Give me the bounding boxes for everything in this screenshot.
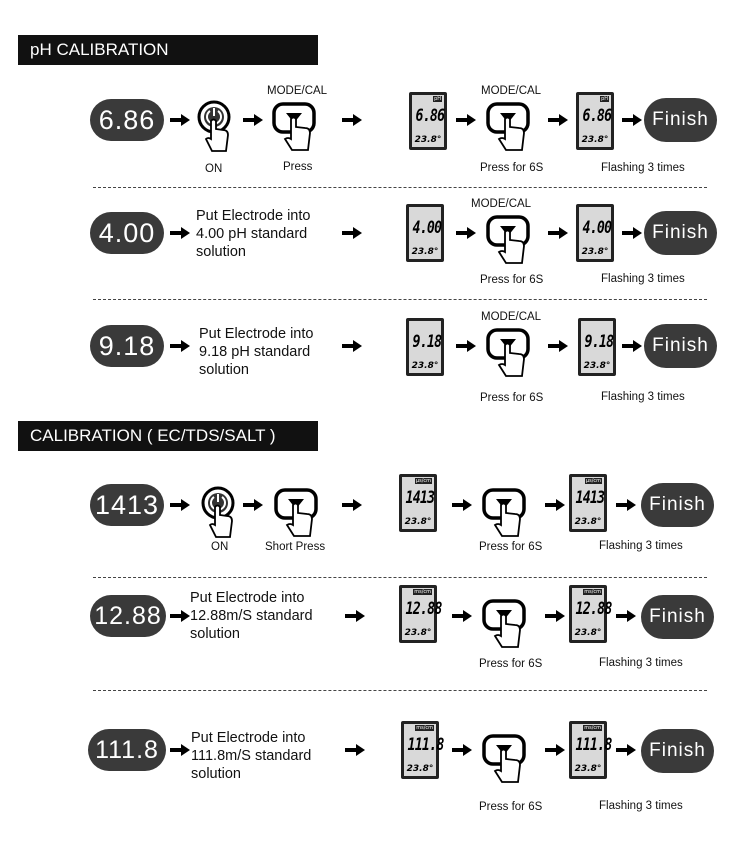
press-for-6s-label: Press for 6S: [479, 801, 543, 813]
instruction-line: 111.8m/S standard: [191, 748, 312, 764]
flow-arrow: [170, 227, 190, 239]
finish-badge: Finish: [641, 595, 714, 639]
lcd-value: 1413: [575, 488, 605, 508]
lcd-display: [569, 585, 612, 643]
lcd-unit: pH: [434, 96, 441, 102]
mode-cal-button-press-icon: [484, 327, 538, 382]
lcd-display: [399, 585, 442, 643]
ec-value-12-88: 12.88: [90, 595, 166, 637]
lcd-temp: 23.8°: [411, 247, 439, 257]
flow-arrow: [170, 340, 190, 352]
lcd-value: 9.18: [412, 332, 442, 352]
press-for-6s-label: Press for 6S: [480, 162, 544, 174]
instruction-line: 4.00 pH standard: [196, 226, 308, 242]
lcd-temp: 23.8°: [404, 628, 432, 638]
power-button-press-icon: [196, 99, 232, 160]
lcd-display: [576, 92, 614, 150]
flashing-label: Flashing 3 times: [599, 800, 683, 812]
flow-arrow: [545, 610, 565, 622]
lcd-value: 6.86: [582, 106, 612, 126]
instruction-line: solution: [190, 626, 240, 642]
lcd-unit: µs/cm: [415, 478, 431, 484]
lcd-temp: 23.8°: [406, 764, 434, 774]
row-divider: [93, 299, 707, 300]
flow-arrow: [548, 340, 568, 352]
ec-value-111-8: 111.8: [88, 729, 166, 771]
mode-cal-label: MODE/CAL: [481, 85, 542, 97]
lcd-value: 12.88: [405, 599, 442, 619]
flashing-label: Flashing 3 times: [599, 657, 683, 669]
flow-arrow: [548, 227, 568, 239]
lcd-unit: ms/cm: [414, 589, 431, 595]
lcd-display: [569, 474, 607, 532]
lcd-display: [406, 204, 444, 262]
mode-cal-button-press-icon: [270, 101, 324, 156]
lcd-temp: 23.8°: [574, 628, 602, 638]
power-button-press-icon: [200, 485, 236, 546]
on-label: ON: [205, 163, 223, 175]
instruction-line: Put Electrode into: [190, 590, 305, 606]
flashing-label: Flashing 3 times: [601, 391, 685, 403]
flashing-label: Flashing 3 times: [601, 162, 685, 174]
mode-cal-button-press-icon: [484, 214, 538, 269]
flow-arrow: [616, 744, 636, 756]
flow-arrow: [545, 499, 565, 511]
lcd-value: 4.00: [412, 218, 442, 238]
flow-arrow: [452, 744, 472, 756]
ph-value-9-18: 9.18: [90, 325, 164, 367]
instruction-line: solution: [196, 244, 246, 260]
ph-value-6-86: 6.86: [90, 99, 164, 141]
lcd-value: 4.00: [582, 218, 612, 238]
lcd-temp: 23.8°: [581, 247, 609, 257]
row-divider: [93, 690, 707, 691]
flow-arrow: [342, 340, 362, 352]
lcd-temp: 23.8°: [404, 517, 432, 527]
flow-arrow: [345, 744, 365, 756]
ec-value-1413: 1413: [90, 484, 164, 526]
lcd-unit: ms/cm: [584, 589, 601, 595]
instruction-text: [191, 729, 311, 783]
flow-arrow: [456, 227, 476, 239]
lcd-unit: pH: [601, 96, 608, 102]
lcd-display: [576, 204, 614, 262]
press-for-6s-label: Press for 6S: [479, 658, 543, 670]
lcd-temp: 23.8°: [581, 135, 609, 145]
row-divider: [93, 577, 707, 578]
flow-arrow: [456, 340, 476, 352]
press-for-6s-label: Press for 6S: [479, 541, 543, 553]
mode-cal-button-press-icon: [484, 101, 538, 156]
instruction-line: Put Electrode into: [196, 208, 311, 224]
lcd-display: [399, 474, 437, 532]
press-label: Press: [283, 161, 313, 173]
flow-arrow: [170, 744, 190, 756]
mode-cal-button-press-icon: [480, 733, 534, 788]
mode-cal-button-press-icon: [480, 598, 534, 653]
finish-badge: Finish: [641, 729, 714, 773]
row-divider: [93, 187, 707, 188]
instruction-line: solution: [199, 362, 249, 378]
lcd-temp: 23.8°: [414, 135, 442, 145]
mode-cal-label: MODE/CAL: [481, 311, 542, 323]
lcd-value: 111.8: [575, 735, 612, 755]
lcd-value: 9.18: [584, 332, 614, 352]
lcd-temp: 23.8°: [583, 361, 611, 371]
lcd-display: [406, 318, 444, 376]
lcd-display: [569, 721, 612, 779]
flow-arrow: [456, 114, 476, 126]
flow-arrow: [545, 744, 565, 756]
flow-arrow: [452, 499, 472, 511]
flow-arrow: [342, 114, 362, 126]
on-label: ON: [211, 541, 229, 553]
instruction-line: solution: [191, 766, 241, 782]
mode-cal-label: MODE/CAL: [267, 85, 328, 97]
flow-arrow: [243, 114, 263, 126]
instruction-line: 9.18 pH standard: [199, 344, 311, 360]
ph-value-4-00: 4.00: [90, 212, 164, 254]
flow-arrow: [622, 340, 642, 352]
instruction-text: [196, 207, 310, 261]
mode-cal-button-press-icon: [480, 487, 534, 542]
flow-arrow: [616, 499, 636, 511]
instruction-line: 12.88m/S standard: [190, 608, 313, 624]
instruction-text: [199, 325, 313, 379]
finish-badge: Finish: [641, 483, 714, 527]
flow-arrow: [243, 499, 263, 511]
ph-calibration-header: pH CALIBRATION: [18, 35, 318, 65]
finish-badge: Finish: [644, 211, 717, 255]
flow-arrow: [170, 499, 190, 511]
lcd-display: [409, 92, 447, 150]
mode-cal-label: MODE/CAL: [471, 198, 532, 210]
flow-arrow: [616, 610, 636, 622]
flow-arrow: [345, 610, 365, 622]
lcd-unit: µs/cm: [585, 478, 601, 484]
flow-arrow: [622, 227, 642, 239]
finish-badge: Finish: [644, 98, 717, 142]
lcd-display: [401, 721, 444, 779]
flashing-label: Flashing 3 times: [599, 540, 683, 552]
instruction-line: Put Electrode into: [199, 326, 314, 342]
press-for-6s-label: Press for 6S: [480, 392, 544, 404]
flow-arrow: [342, 227, 362, 239]
finish-badge: Finish: [644, 324, 717, 368]
lcd-value: 12.88: [575, 599, 612, 619]
lcd-value: 6.86: [415, 106, 445, 126]
instruction-line: Put Electrode into: [191, 730, 306, 746]
ec-calibration-header: CALIBRATION ( EC/TDS/SALT ): [18, 421, 318, 451]
flow-arrow: [452, 610, 472, 622]
lcd-unit: ms/cm: [584, 725, 601, 731]
lcd-display: [578, 318, 616, 376]
lcd-value: 1413: [405, 488, 435, 508]
lcd-temp: 23.8°: [574, 764, 602, 774]
flashing-label: Flashing 3 times: [601, 273, 685, 285]
flow-arrow: [170, 610, 190, 622]
flow-arrow: [548, 114, 568, 126]
lcd-temp: 23.8°: [574, 517, 602, 527]
flow-arrow: [170, 114, 190, 126]
flow-arrow: [342, 499, 362, 511]
flow-arrow: [622, 114, 642, 126]
instruction-text: [190, 589, 313, 643]
mode-cal-button-press-icon: [272, 487, 326, 542]
lcd-unit: ms/cm: [416, 725, 433, 731]
lcd-temp: 23.8°: [411, 361, 439, 371]
press-for-6s-label: Press for 6S: [480, 274, 544, 286]
short-press-label: Short Press: [265, 541, 326, 553]
lcd-value: 111.8: [407, 735, 444, 755]
